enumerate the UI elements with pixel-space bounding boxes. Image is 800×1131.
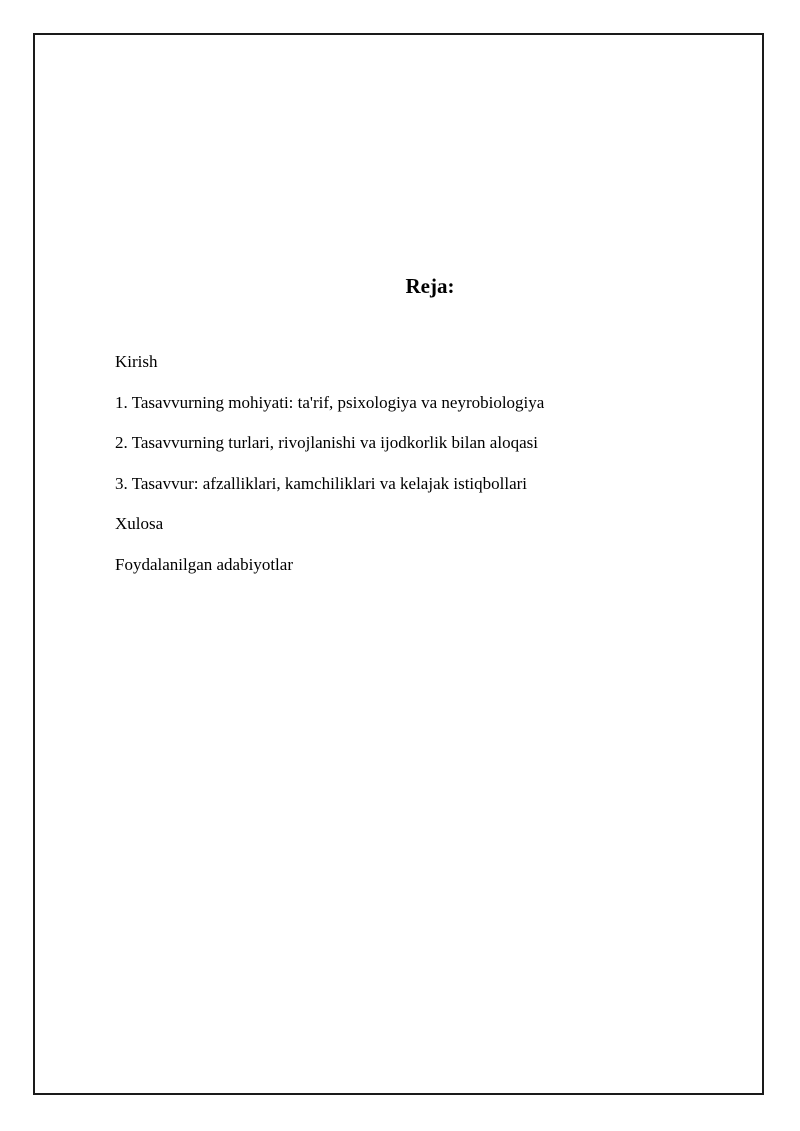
plan-item-introduction: Kirish: [115, 352, 158, 371]
plan-item-conclusion: Xulosa: [115, 514, 164, 533]
plan-list: [115, 350, 544, 593]
plan-item-references: Foydalanilgan adabiyotlar: [115, 554, 293, 574]
plan-item-chapter-3: 3. Tasavvur: afzalliklari, kamchiliklari va kelajak istiqbollari: [115, 473, 528, 493]
plan-item-chapter-1: 1. Tasavvurning mohiyati: ta'rif, psixologiya va neyrobiologiya: [115, 392, 545, 412]
page-title: Reja:: [405, 274, 455, 298]
plan-item-chapter-2: 2. Tasavvurning turlari, rivojlanishi va ijodkorlik bilan aloqasi: [115, 433, 538, 452]
